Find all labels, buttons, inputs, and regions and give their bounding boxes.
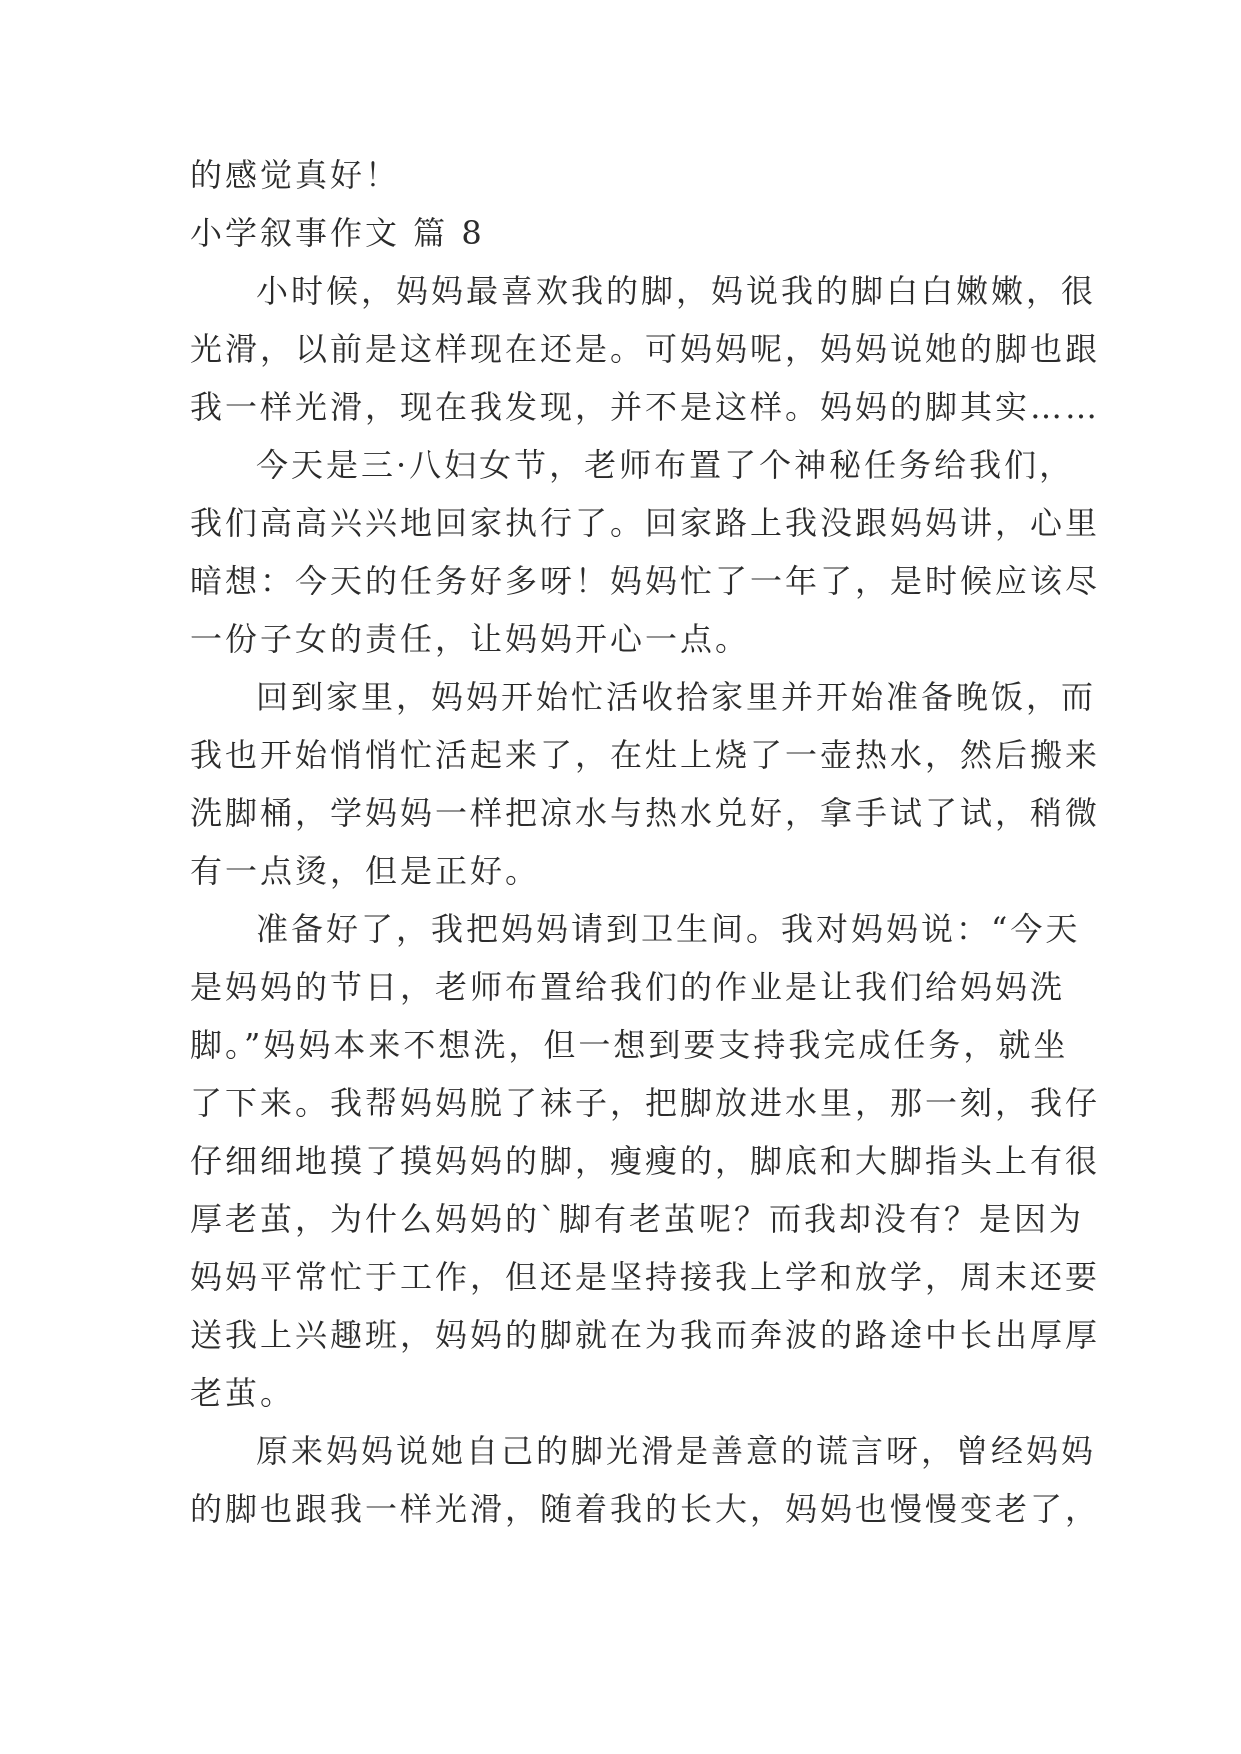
text-line: 的感觉真好！	[190, 156, 401, 194]
text-line: 洗脚桶，学妈妈一样把凉水与热水兑好，拿手试了试，稍微	[190, 794, 1101, 832]
text-line: 今天是三·八妇女节，老师布置了个神秘任务给我们，	[256, 446, 1075, 484]
text-line: 送我上兴趣班，妈妈的脚就在为我而奔波的路途中长出厚厚	[190, 1316, 1101, 1354]
text-line: 一份子女的责任，让妈妈开心一点。	[190, 620, 751, 658]
text-line: 我们高高兴兴地回家执行了。回家路上我没跟妈妈讲，心里	[190, 504, 1101, 542]
section-heading: 小学叙事作文 篇 8	[190, 214, 485, 252]
text-line: 小时候，妈妈最喜欢我的脚，妈说我的脚白白嫩嫩，很	[256, 272, 1097, 310]
text-line: 暗想：今天的任务好多呀！妈妈忙了一年了，是时候应该尽	[190, 562, 1101, 600]
text-line: 的脚也跟我一样光滑，随着我的长大，妈妈也慢慢变老了，	[190, 1490, 1101, 1528]
text-line: 是妈妈的节日，老师布置给我们的作业是让我们给妈妈洗	[190, 968, 1066, 1006]
text-line: 原来妈妈说她自己的脚光滑是善意的谎言呀，曾经妈妈	[256, 1432, 1097, 1470]
text-line: 老茧。	[190, 1374, 296, 1412]
text-line: 厚老茧，为什么妈妈的`脚有老茧呢？而我却没有？是因为	[190, 1200, 1085, 1238]
text-line: 妈妈平常忙于工作，但还是坚持接我上学和放学，周末还要	[190, 1258, 1101, 1296]
text-line: 了下来。我帮妈妈脱了袜子，把脚放进水里，那一刻，我仔	[190, 1084, 1101, 1122]
text-line: 准备好了，我把妈妈请到卫生间。我对妈妈说：“今天	[256, 910, 1081, 948]
text-line: 光滑，以前是这样现在还是。可妈妈呢，妈妈说她的脚也跟	[190, 330, 1101, 368]
text-line: 有一点烫，但是正好。	[190, 852, 541, 890]
text-line: 我也开始悄悄忙活起来了，在灶上烧了一壶热水，然后搬来	[190, 736, 1101, 774]
text-line: 脚。”妈妈本来不想洗，但一想到要支持我完成任务，就坐	[190, 1026, 1069, 1064]
text-line: 我一样光滑，现在我发现，并不是这样。妈妈的脚其实……	[190, 388, 1101, 426]
text-line: 仔细细地摸了摸妈妈的脚，瘦瘦的，脚底和大脚指头上有很	[190, 1142, 1101, 1180]
text-line: 回到家里，妈妈开始忙活收拾家里并开始准备晚饭，而	[256, 678, 1097, 716]
